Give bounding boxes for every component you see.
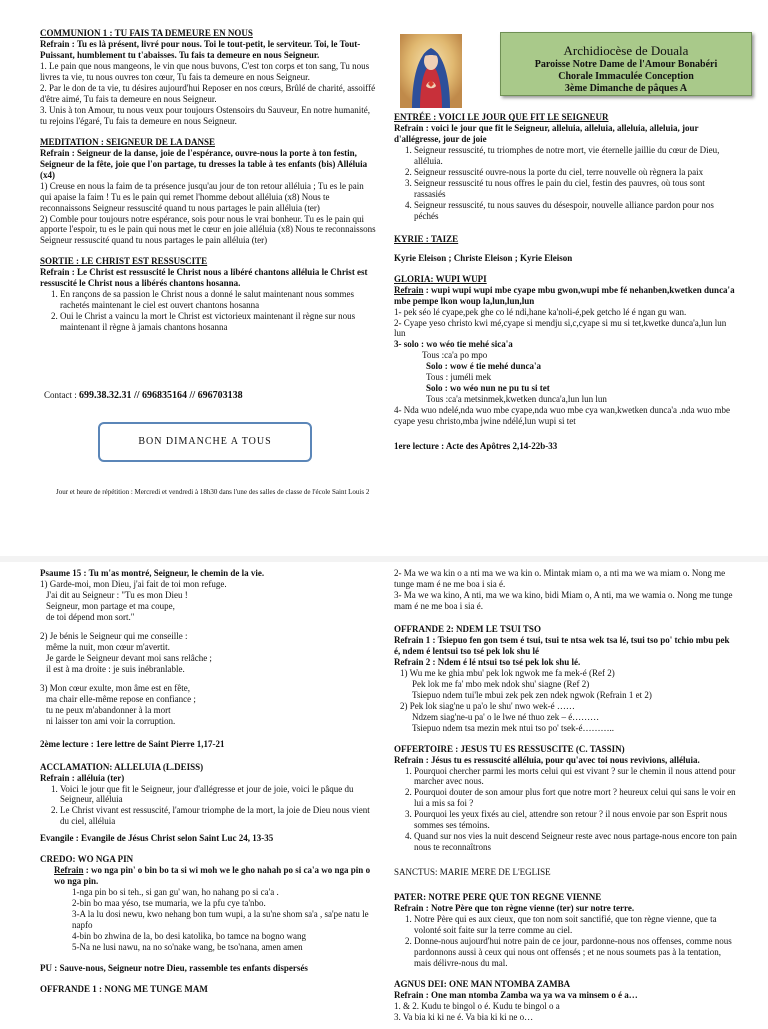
communion-verse-1: 1. Le pain que nous mangeons, le vin que nous buvons, C'est ton corps et ton sang, Tu nous livres ta vie, tu nous ouvres ton cœur, Tu fais ta demeure en nous Seigneur. [40, 60, 370, 82]
bon-dimanche-box [98, 422, 312, 462]
gloria-solo-3: Tous : juméli mek [426, 372, 492, 383]
psaume-section [40, 568, 376, 727]
gloria-solo-1: Tous :ca'a po mpo [422, 350, 488, 361]
bottom-left-column [40, 568, 376, 995]
lecture-1: 1ere lecture : Acte des Apôtres 2,14-22b-33 [394, 441, 558, 452]
agnus-line-2: 3. Va bia ki ki ne é. Va bia ki ki ne o… [394, 1011, 534, 1022]
offrande-2-title: OFFRANDE 2: NDEM LE TSUI TSO [394, 623, 541, 634]
agnus-line-1: 1. & 2. Kudu te bingol o é. Kudu te bingol o a [394, 1000, 560, 1011]
sortie-verse-1: 1. En rançons de sa passion le Christ nous a donné le salut maintenant nous sommes rachetés maintenant le ciel est ouvert chantons hosanna [60, 289, 376, 311]
gloria-line-3: 3- solo : wo wéo tie mehé sica'a [394, 339, 513, 350]
sortie-verse-2: 2. Oui le Christ a vaincu la mort le Christ est victorieux maintenant il règne sur nous maintenant il règne à jamais chantons hosanna [60, 311, 376, 333]
communion-verse-2: 2. Par le don de ta vie, tu désires aujourd'hui Reposer en nos cœurs, Brûlé de charité, assoiffé d'être aimé, Tu fais ta demeure en nous Seigneur. [40, 82, 376, 104]
psaume-title: Psaume 15 : Tu m'as montré, Seigneur, le chemin de la vie. [40, 568, 265, 578]
sortie-section [40, 256, 376, 333]
communion-title: COMMUNION 1 : TU FAIS TA DEMEURE EN NOUS [40, 28, 253, 38]
bon-dimanche-text: BON DIMANCHE A TOUS [138, 436, 272, 447]
archdiocese-name: Archidiocèse de Douala [563, 43, 689, 58]
entree-verse-3: 3. Seigneur ressuscité tu nous offres le pain du ciel, festin des pauvres, où tous sont rassasiés [414, 178, 738, 200]
communion-refrain: Refrain : Tu es là présent, livré pour nous. Toi le tout-petit, le serviteur. Toi, le Tout-Puissant, humblement tu t'abaisses. Tu fais ta demeure en nous Seigneur. [40, 38, 361, 60]
psaume-line-1: 1) Garde-moi, mon Dieu, j'ai fait de toi mon refuge. [40, 578, 227, 589]
contact-numbers: 699.38.32.31 // 696835164 // 696703138 [79, 390, 243, 401]
psaume-line-10: ma chair elle-même repose en confiance ; [46, 693, 196, 704]
gloria-line-2: 2- Cyape yeso christo kwi mé,cyape si mendju si,c,cyape si mu si tet,kwetke dunca'a,lun lun lun [394, 317, 727, 339]
gloria-title: GLORIA: WUPI WUPI [394, 273, 487, 284]
offrande-2-refrain-2: Refrain 2 : Ndem é lé ntsui tso tsé pek lok shu lé. [394, 656, 581, 667]
repetition-note [56, 486, 382, 499]
kyrie-section [394, 234, 738, 264]
entree-verse-2: 2. Seigneur ressuscité ouvre-nous la porte du ciel, terre nouvelle où règnera la paix [414, 167, 738, 178]
meditation-title: MEDITATION : SEIGNEUR DE LA DANSE [40, 136, 215, 147]
virgin-mary-portrait [400, 34, 462, 108]
evangile: Evangile : Evangile de Jésus Christ selon Saint Luc 24, 13-35 [40, 833, 274, 844]
page-divider [0, 556, 768, 562]
contact-label: Contact : [44, 390, 77, 400]
psaume-line-12: ni laisser ton ami voir la corruption. [46, 715, 176, 726]
gloria-solo-4: Solo : wo wéo nun ne pu tu si tet [426, 383, 550, 394]
sortie-refrain: Refrain : Le Christ est ressuscité le Christ nous a libéré chantons alléluia le Christ est ressuscité le Christ nous a libérés chantons hosanna. [40, 267, 368, 289]
repetition-text: Jour et heure de répétition : Mercredi et vendredi à 18h30 dans l'une des salles de classe de l'école Saint Louis 2 [56, 488, 370, 496]
credo-line-4: 4-bin bo zhwina de la, bo desi katolika, bo tamce na bogno wang [72, 931, 306, 942]
psaume-line-3: Seigneur, mon partage et ma coupe, [46, 600, 175, 611]
psaume-line-7: Je garde le Seigneur devant moi sans relâche ; [46, 652, 212, 663]
credo-line-1: 1-nga pin bo si teh., si gan gu' wan, ho nahang po si ca'a . [72, 887, 279, 898]
pater-refrain: Refrain : Notre Père que ton règne vienne (ter) sur notre terre. [394, 903, 635, 914]
parish-header-box [500, 32, 752, 96]
offertoire-verse-4: 4. Quand sur nos vies la nuit descend Seigneur reste avec nous partage-nous encore ton pain nous te reconnaîtrons [414, 831, 738, 853]
offertoire-verse-3: 3. Pourquoi les yeux fixés au ciel, attendre son retour ? il nous envoie par son Esprit nous sommes ses témoins. [414, 809, 738, 831]
entree-title: ENTRÉE : VOICI LE JOUR QUE FIT LE SEIGNEUR [394, 112, 609, 122]
entree-section [394, 112, 738, 222]
offertoire-refrain: Refrain : Jésus tu es ressuscité alléluia, pour qu'avec toi nous revivions, alléluia. [394, 754, 700, 765]
credo-line-2: 2-bin bo maa yéso, tse mumaria, we la pfu cye ta'nbo. [72, 898, 266, 909]
sortie-title: SORTIE : LE CHRIST EST RESSUSCITE [40, 256, 208, 267]
pater-verse-1: 1. Notre Père qui es aux cieux, que ton nom soit sanctifié, que ton règne vienne, que ta volonté soit faite sur la terre comme au ciel. [414, 914, 738, 936]
gloria-line-4: 4- Nda wuo ndelé,nda wuo mbe cyape,nda wuo mbe cya wan,kwetken dunca'a .nda wuo mbe cyape yesu christo,mba jwine ndélé,lun wupi si tet [394, 405, 731, 427]
credo-title: CREDO: WO NGA PIN [40, 854, 134, 865]
offertoire-verse-2: 2. Pourquoi douter de son amour plus fort que notre mort ? heureux celui qui sans le voir en lui a mis sa foi ? [414, 787, 738, 809]
parish-name: Paroisse Notre Dame de l'Amour Bonabéri [534, 58, 718, 70]
lecture-2: 2ème lecture : 1ere lettre de Saint Pierre 1,17-21 [40, 738, 225, 749]
gloria-section [394, 274, 738, 428]
bottom-right-column [394, 568, 738, 1029]
credo-line-3: 3-A la lu dosi newu, kwo nehang bon tum wupi, a la su'ne shom sa'a , sa'pe natu le napfo [72, 909, 369, 931]
offertoire-title: OFFERTOIRE : JESUS TU ES RESSUSCITE (C. TASSIN) [394, 743, 625, 754]
psaume-line-8: il est à ma droite : je suis inébranlable. [46, 663, 185, 674]
offrande-2-refrain-1: Refrain 1 : Tsiepuo fen gon tsem é tsui, tsui te ntsa wek tsa lé, tsui tso po' tchio mbu pek é, ndem é lentsui tso tsé pek lok shu lé [394, 634, 730, 656]
communion-section [40, 28, 376, 127]
offrande-2-verse-2b: Tsiepuo ndem tsa mezin mek ntui tso po' tsek-é……….. [412, 722, 614, 733]
offertoire-verse-1: 1. Pourquoi chercher parmi les morts celui qui est vivant ? sur le chemin il nous attend pour marcher avec nous. [414, 766, 738, 788]
credo-section [40, 854, 376, 953]
meditation-refrain: Refrain : Seigneur de la danse, joie de l'espérance, ouvre-nous la porte à ton festin, Seigneur de la fête, joie que l'on partage, tu dresses la table à tes enfants (bis) Alléluia (x4) [40, 147, 368, 180]
gloria-solo-5: Tous :ca'a metsinmek,kwetken dunca'a,lun lun lun [426, 394, 607, 405]
gloria-refrain-label: Refrain [394, 284, 424, 295]
psaume-line-4: de toi dépend mon sort." [46, 611, 135, 622]
psaume-line-6: même la nuit, mon cœur m'avertit. [46, 641, 170, 652]
pater-section [394, 892, 738, 969]
acclamation-title: ACCLAMATION: ALLELUIA (L.DEISS) [40, 761, 204, 772]
sanctus-title: SANCTUS: MARIE MERE DE L'EGLISE [394, 867, 551, 878]
contact-line [44, 390, 364, 402]
kyrie-text: Kyrie Eleison ; Christe Eleison ; Kyrie Eleison [394, 252, 573, 263]
meditation-verse-2: 2) Comble pour toujours notre espérance, sois pour nous le vrai bonheur. Tu es le pain qui apporte l'espoir, tu es le pain qui nous met le cœur en joie alléluia (x8) Nous te reconnaissons Seigneur ressuscité quand tu nous partages le pain alléluia (ter) [40, 213, 376, 246]
agnus-refrain: Refrain : One man ntomba Zamba wa ya wa va minsem o é a… [394, 989, 638, 1000]
top-right-column [394, 112, 738, 452]
credo-line-5: 5-Na ne lusi nawu, na no so'nake wang, be tso'nana, amen amen [72, 942, 303, 953]
priere-universelle: PU : Sauve-nous, Seigneur notre Dieu, rassemble tes enfants dispersés [40, 963, 308, 974]
offrande-1-verse-2: 2- Ma we wa kin o a nti ma we wa kin o. Mintak miam o, a nti ma we wa miam o. Nong me tunge mam é ne me boa i sia é. [394, 568, 726, 589]
psaume-line-5: 2) Je bénis le Seigneur qui me conseille : [40, 630, 188, 641]
pater-verse-2: 2. Donne-nous aujourd'hui notre pain de ce jour, pardonne-nous nos offenses, comme nous pardonnons aussi à ceux qui nous ont offensés ; et ne nous soumets pas à la tentation, mais délivre-nous du mal. [414, 936, 738, 969]
offrande-2-verse-2: 2) Pek lok siag'ne u pa'o le shu' nwo wek-é …… [400, 700, 575, 711]
psaume-line-2: J'ai dit au Seigneur : "Tu es mon Dieu ! [46, 589, 188, 600]
offrande-1-title: OFFRANDE 1 : NONG ME TUNGE MAM [40, 984, 208, 995]
top-left-column [40, 28, 376, 339]
pater-title: PATER: NOTRE PERE QUE TON REGNE VIENNE [394, 892, 602, 903]
communion-verse-3: 3. Unis à ton Amour, tu nous veux pour toujours Ostensoirs du Sauveur, En notre humanité, tu rejoins l'égaré, Tu fais ta demeure en nous Seigneur. [40, 104, 370, 126]
entree-verse-1: 1. Seigneur ressuscité, tu triomphes de notre mort, vie éternelle jaillie du cœur de Dieu, alléluia. [414, 145, 738, 167]
agnus-section [394, 979, 738, 1023]
acclamation-verse-1: 1. Voici le jour que fit le Seigneur, jour d'allégresse et jour de joie, voici le pâque du Seigneur, alléluia [60, 784, 376, 806]
psaume-line-9: 3) Mon cœur exulte, mon âme est en fête, [40, 682, 190, 693]
gloria-line-1: 1- pek séo lé cyape,pek ghe co lé ndi,hane ka'noli-é,pek getcho lé é ngan gu wan. [394, 306, 687, 317]
offrande-2-verse-1: 1) Wu me ke ghia mbu' pek lok ngwok me fa mek-é (Ref 2) [400, 667, 615, 678]
credo-refrain: : wo nga pin' o bin bo ta si wi moh we le gho nahah po si ca'a wo nga pin o wo nga pin. [54, 865, 371, 887]
acclamation-refrain: Refrain : alléluia (ter) [40, 772, 125, 783]
offrande-2-section [394, 624, 738, 734]
credo-refrain-label: Refrain [54, 865, 84, 876]
meditation-section [40, 137, 376, 247]
acclamation-section [40, 762, 376, 828]
entree-verse-4: 4. Seigneur ressuscité, tu nous sauves du désespoir, nouvelle alliance pardon pour nos péchés [414, 200, 738, 222]
gloria-solo-2: Solo : wow é tie mehé dunca'a [426, 361, 541, 372]
gloria-refrain: : wupi wupi wupi mbe cyape mbu gwon,wupi mbe fé nehanben,kwetken dunca'a mbe pempe lkon woup la,lun,lun,lun [394, 284, 735, 306]
agnus-title: AGNUS DEI: ONE MAN NTOMBA ZAMBA [394, 979, 571, 989]
offrande-2-verse-1b: Tsiepuo ndem tui'le mbui zek pek zen ndek ngwok (Refrain 1 et 2) [412, 689, 652, 700]
offrande-2-verse-1a: Pek lok me fa' mbo mek ndok shu' siagne (Ref 2) [412, 678, 590, 689]
offrande-2-verse-2a: Ndzem siag'ne-u pa' o le lwe né thuo zek – é……… [412, 711, 600, 722]
offertoire-section [394, 744, 738, 854]
virgin-mary-image [400, 34, 462, 108]
kyrie-title: KYRIE : TAIZE [394, 233, 459, 244]
offrande-1-verse-3: 3- Ma we wa kino, A nti, ma we wa kino, bidi Miam o, A nti, ma we wamia o. Nong me tunge mam é ne me boa i sia é. [394, 589, 733, 611]
meditation-verse-1: 1) Creuse en nous la faim de ta présence jusqu'au jour de ton retour alléluia ; Tu es le pain qui apaise la faim ! Tu es le pain qui remet l'homme debout alléluia (x8) Nous te reconnaissons Seigneur ressuscité quand tu nous partages le pain alléluia (ter) [40, 180, 364, 213]
entree-refrain: Refrain : voici le jour que fit le Seigneur, alleluia, alleluia, alleluia, alleluia, jour d'allégresse, jour de joie [394, 122, 699, 144]
acclamation-verse-2: 2. Le Christ vivant est ressuscité, l'amour triomphe de la mort, la joie de Dieu nous vient du ciel, alléluia [60, 805, 376, 827]
psaume-line-11: tu ne peux m'abandonner à la mort [46, 704, 171, 715]
choir-name: Chorale Immaculée Conception [558, 70, 694, 82]
sunday-name: 3ème Dimanche de pâques A [564, 82, 688, 94]
